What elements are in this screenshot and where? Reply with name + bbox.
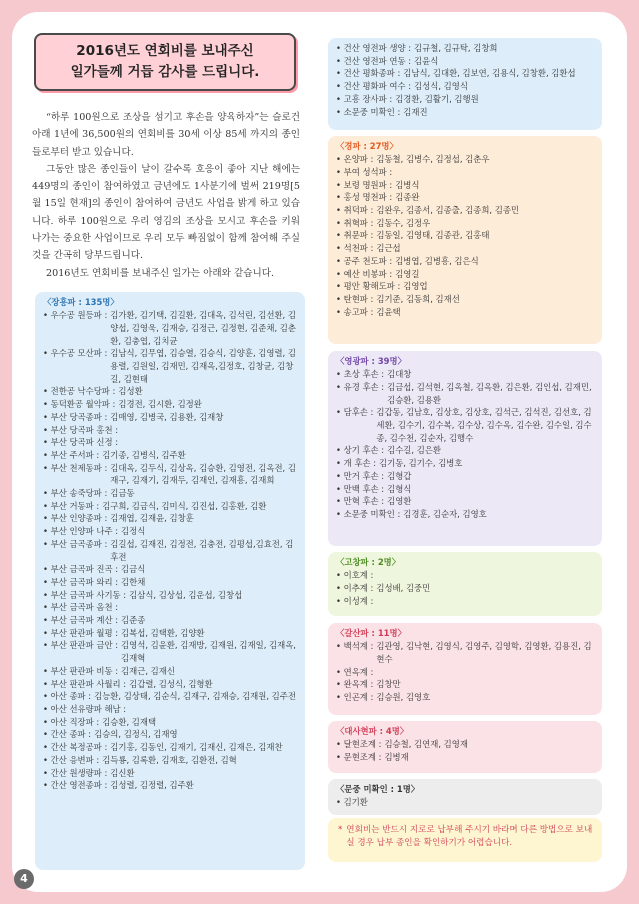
entry-label: • 연옥계 : [336, 666, 374, 677]
title-line-1: 2016년도 연회비를 보내주신 [76, 43, 254, 59]
entry-names [395, 166, 596, 179]
entry-names: 김영석, 김윤환, 김재방, 김재원, 김재일, 김재옥, 김재혁 [121, 640, 296, 664]
entry-label: • 온양파 : [336, 154, 374, 165]
entry-label: • 부산 천제동파 : [43, 462, 108, 473]
entry-names: 김종완 [395, 192, 420, 203]
list-item [336, 457, 596, 470]
entry-names: 김길섭, 김재진, 김정전, 김충전, 김평섭,김효전, 김후전 [110, 538, 294, 562]
entry-names: 김동일, 김영태, 김종관, 김홍태 [376, 230, 490, 241]
group-title: 〈갈산파 : 11명〉 [336, 628, 406, 638]
entry-names: 김경훈, 김순자, 김영호 [403, 508, 487, 519]
entry-label: • 부여 성석파 : [336, 166, 393, 177]
entry-label: • 석천파 : [336, 243, 374, 254]
list-item [336, 640, 596, 665]
entry-label: • 부산 금곡파 계산 : [43, 615, 119, 626]
entry-names: 김기준, 김동희, 김재선 [376, 293, 460, 304]
entry-label: • 부산 인양종파 : [43, 513, 108, 524]
note-box [328, 818, 602, 862]
list-item [43, 436, 299, 449]
list-item [43, 576, 299, 589]
entry-names [121, 424, 299, 437]
list-item [336, 268, 596, 281]
entry-names: 김규철, 김규탁, 김창희 [414, 43, 498, 53]
entry-names: 김매영, 김병국, 김용환, 김재창 [110, 411, 224, 422]
group-daesahyeon [328, 721, 602, 773]
group-galsan [328, 623, 602, 715]
entry-names: 김삼식, 김상섭, 김운섭, 김창섭 [129, 589, 243, 600]
entry-label: • 아산 직장파 : [43, 716, 100, 727]
entry-label: • 소문중 미확인 : [336, 106, 401, 117]
list-item [43, 449, 299, 462]
list-item [43, 741, 299, 754]
entry-label: • 보령 명원파 : [336, 179, 393, 190]
entry-label: • 부산 금곡파 옴천 : [43, 602, 119, 613]
entry-names: 김한채 [121, 576, 146, 587]
list-item [43, 678, 299, 691]
intro-paragraph: 그동안 많은 종인들이 날이 갈수록 호응이 좋아 지난 해에는 449명의 종인이 참여하였고 금년에도 1사분기에 벌써 219명[5월 15일 현재]의 종인이 참여하여 금년도 사업을 밝게 하고 있습니다. 하루 100원으로 우리 영김의 조상을 모시고 후손을 키워나가는 중요한 사업이므로 우리 모두 빠짐없이 함께 참여해 주실 것을 간곡히 당부드립니다. [32, 163, 300, 262]
entry-names: 김능환, 김상태, 김순식, 김재구, 김재승, 김재원, 김주전 [94, 691, 296, 702]
entry-names: 김재진 [403, 106, 428, 117]
group-jangheung-continued [328, 38, 602, 130]
list-item [336, 381, 596, 406]
list-item [43, 309, 299, 347]
entry-label: • 이호계 : [336, 570, 374, 581]
entry-names: 김성배, 김중민 [376, 582, 431, 593]
list-item [336, 204, 596, 217]
list-item [336, 80, 596, 93]
entry-label: • 취문파 : [336, 230, 374, 241]
entry-label: • 개 후손 : [336, 458, 377, 469]
entry-label: • 부산 당곡종파 : [43, 411, 108, 422]
entry-names: 김영업 [403, 281, 428, 292]
list-item [336, 595, 596, 608]
entry-names: 김복섭, 김택환, 김양환 [121, 627, 205, 638]
entry-label: • 김기환 [336, 797, 368, 808]
list-item [336, 242, 596, 255]
entry-names [376, 595, 596, 608]
entry-label: • 전한공 낙수당파 : [43, 386, 116, 397]
list-item [43, 767, 299, 780]
entry-label: • 소문중 미확인 : [336, 508, 401, 519]
list-item [336, 666, 596, 679]
entry-label: • 만백 후손 : [336, 483, 385, 494]
entry-names: 김동수, 김정우 [376, 217, 431, 228]
entry-label: • 공주 천도파 : [336, 255, 393, 266]
entry-label: • 부산 송죽당파 : [43, 488, 108, 499]
list-item [336, 293, 596, 306]
list-item [43, 538, 299, 563]
list-item [43, 716, 299, 729]
entry-label: • 간산 응변파 : [43, 754, 100, 765]
list-item [336, 444, 596, 457]
list-item [336, 470, 596, 483]
entry-names [371, 796, 596, 809]
entry-label: • 문현조계 : [336, 751, 382, 762]
list-item [336, 280, 596, 293]
entry-label: • 부산 금곡파 사기동 : [43, 589, 127, 600]
group-yeonggwang [328, 351, 602, 546]
entry-names: 김승원, 김영호 [376, 692, 431, 703]
list-item [43, 424, 299, 437]
entry-names: 김금섭, 김석현, 김옥철, 김옥환, 김은환, 김인섭, 김재민, 김승환, 김용환 [387, 381, 592, 405]
entry-names: 김기종, 김병식, 김주환 [102, 449, 186, 460]
entry-names: 김대옥, 김두식, 김상옥, 김승환, 김영전, 김옥전, 김재구, 김재기, 김재두, 김재인, 김재흥, 김재희 [110, 462, 296, 486]
entry-label: • 이성계 : [336, 595, 374, 606]
list-item [336, 751, 596, 764]
list-item [43, 690, 299, 703]
list-item [43, 589, 299, 602]
entry-names: 김수길, 김은환 [387, 445, 441, 456]
entry-names: 김병엽, 김병흥, 김은식 [395, 255, 479, 266]
entry-label: • 탄현파 : [336, 293, 374, 304]
entry-names: 김득룡, 김록환, 김재호, 김환전, 김혁 [102, 754, 237, 765]
group-gochang [328, 552, 602, 616]
list-item [43, 512, 299, 525]
entry-names [376, 569, 596, 582]
list-item [43, 779, 299, 792]
entry-names: 김병식 [395, 179, 420, 190]
group-unconfirmed [328, 779, 602, 815]
entry-label: • 부산 판관파 비동 : [43, 665, 119, 676]
list-item [336, 483, 596, 496]
entry-label: • 평안 황해도파 : [336, 281, 401, 292]
entry-names: 김병재 [384, 751, 409, 762]
list-item [43, 627, 299, 640]
entry-label: • 부산 당곡파 신정 : [43, 437, 119, 448]
entry-label: • 간산 영전종파 : [43, 780, 108, 791]
list-item [43, 614, 299, 627]
list-item [336, 217, 596, 230]
entry-names [129, 703, 299, 716]
list-item [43, 665, 299, 678]
list-item [336, 569, 596, 582]
entry-names: 김경환, 김활기, 김행원 [395, 93, 479, 104]
entry-label: • 홍성 명천파 : [336, 192, 393, 203]
entry-label: • 달현조계 : [336, 739, 382, 750]
title-line-2: 일가들께 거듭 감사를 드립니다. [70, 64, 260, 80]
entry-names: 김성식, 김영식 [414, 81, 468, 92]
entry-names: 김대창 [387, 369, 412, 380]
list-item [43, 563, 299, 576]
intro-paragraph: “하루 100원으로 조상을 섬기고 후손을 양육하자”는 슬로건 아래 1년에 36,500원의 연회비를 30세 이상 85세 까지의 종인들로부터 받고 있습니다. [32, 112, 300, 158]
entry-label: • 예산 비봉파 : [336, 268, 393, 279]
list-item [336, 796, 596, 809]
entry-names: 김갑렬, 김성식, 김형환 [129, 678, 213, 689]
list-item [336, 255, 596, 268]
entry-label: • 동덕환공 월악파 : [43, 399, 116, 410]
entry-names: 김성환 [118, 386, 143, 397]
list-item [43, 398, 299, 411]
group-jangheung [35, 292, 305, 870]
entry-names: 김남식, 김무엽, 김승열, 김승식, 김양훈, 김영렬, 김용렬, 김원일, 김재민, 김재옥,김정호, 김창균, 김창길, 김현태 [110, 348, 296, 384]
entry-label: • 취혁파 : [336, 217, 374, 228]
list-item [43, 411, 299, 424]
entry-label: • 건산 평화종파 : [336, 68, 401, 79]
entry-label: • 초상 후손 : [336, 369, 385, 380]
group-title: 〈대사현파 : 4명〉 [336, 726, 409, 736]
list-item [336, 495, 596, 508]
list-item [336, 691, 596, 704]
group-title: 〈문중 미확인 : 1명〉 [336, 784, 420, 794]
entry-label: • 건산 평화파 여수 : [336, 81, 412, 92]
entry-names: 김영길 [395, 268, 420, 279]
entry-label: • 부산 거동파 : [43, 500, 100, 511]
entry-names [121, 601, 299, 614]
list-item [336, 93, 596, 106]
list-item [336, 166, 596, 179]
entry-label: • 건산 영전파 생양 : [336, 43, 412, 53]
entry-names: 김창만 [376, 679, 401, 690]
list-item [43, 385, 299, 398]
entry-names: 김승의, 김정식, 김재영 [94, 729, 178, 740]
entry-names: 김근섭 [376, 243, 401, 254]
list-item [336, 406, 596, 444]
entry-label: • 간산 원생량파 : [43, 767, 108, 778]
entry-names: 김경전, 김시환, 김정완 [118, 399, 202, 410]
entry-names [121, 436, 299, 449]
page-number: 4 [14, 869, 34, 889]
group-title: 〈고창파 : 2명〉 [336, 557, 401, 567]
list-item [336, 368, 596, 381]
list-item [43, 728, 299, 741]
list-item [43, 462, 299, 487]
entry-names: 김기동, 김기수, 김병호 [379, 458, 463, 469]
list-item [336, 582, 596, 595]
entry-label: • 부산 당곡파 홍천 : [43, 424, 119, 435]
group-title: 〈경파 : 27명〉 [336, 141, 398, 151]
list-item [336, 42, 596, 55]
entry-names: 김승환, 김재택 [102, 716, 157, 727]
entry-label: • 간산 복정공파 : [43, 742, 108, 753]
list-item [336, 55, 596, 68]
entry-names: 김재엽, 김재윤, 김창훈 [110, 513, 194, 524]
title-banner [34, 33, 296, 91]
group-gyeong [328, 136, 602, 344]
entry-label: • 이추계 : [336, 582, 374, 593]
entry-names: 김갑동, 김남호, 김상호, 김상호, 김석근, 김석진, 김선호, 김세환, 김수기, 김수복, 김수상, 김수옥, 김수완, 김수일, 김수종, 김수천, 김순자, 김행수 [376, 407, 592, 443]
entry-label: • 부산 금곡파 와리 : [43, 576, 119, 587]
entry-names: 김정식 [121, 526, 146, 537]
list-item [336, 67, 596, 80]
entry-names: 김완우, 김종서, 김종출, 김종희, 김종민 [376, 205, 520, 216]
entry-names: 김준종 [121, 615, 146, 626]
list-item [336, 306, 596, 319]
entry-label: • 부산 금곡종파 : [43, 538, 108, 549]
entry-label: • 아산 선유량파 해남 : [43, 704, 127, 714]
list-item [336, 179, 596, 192]
entry-names: 김금식 [121, 564, 146, 575]
entry-names: 김재근, 김재신 [121, 665, 175, 676]
list-item [336, 191, 596, 204]
entry-label: • 인곤계 : [336, 692, 374, 703]
intro-text [32, 109, 300, 282]
entry-label: • 만혁 후손 : [336, 496, 385, 507]
note-body: 연회비는 반드시 지로로 납부해 주시기 바라며 다른 방법으로 보내실 경우 납부 종인을 확인하기가 어렵습니다. [346, 825, 593, 848]
list-item [43, 525, 299, 538]
entry-names: 김관영, 김낙현, 김영식, 김영주, 김영학, 김영환, 김용진, 김현수 [376, 641, 592, 664]
intro-paragraph: 2016년도 연회비를 보내주신 일가는 아래와 같습니다. [46, 267, 275, 279]
entry-label: • 부산 판관파 사월리 : [43, 678, 127, 689]
entry-label: • 부산 판관파 금안 : [43, 640, 119, 651]
list-item [43, 500, 299, 513]
entry-names: 김윤식 [414, 55, 439, 66]
entry-names: 김동철, 김병수, 김정섭, 김춘우 [376, 154, 490, 165]
entry-label: • 아산 종파 : [43, 691, 92, 702]
entry-label: • 고흥 장사파 : [336, 93, 393, 104]
list-item [43, 754, 299, 767]
entry-label: • 백석계 : [336, 641, 374, 652]
list-item [336, 106, 596, 119]
entry-label: • 건산 영전파 연동 : [336, 55, 412, 66]
group-title: 〈영광파 : 39명〉 [336, 356, 406, 366]
entry-label: • 부산 판관파 월평 : [43, 627, 119, 638]
entry-label: • 담후손 : [336, 407, 374, 418]
list-item [336, 738, 596, 751]
note-star: * [338, 825, 343, 835]
group-title: 〈장흥파 : 135명〉 [43, 297, 119, 307]
list-item [336, 153, 596, 166]
list-item [43, 487, 299, 500]
entry-label: • 부산 인양파 나주 : [43, 526, 119, 537]
entry-label: • 상기 후손 : [336, 445, 385, 456]
entry-names: 김남식, 김대환, 김보연, 김용식, 김창환, 김환섭 [403, 68, 576, 79]
entry-names: 김금동 [110, 488, 135, 499]
entry-names: 김가환, 김기택, 김길환, 김대옥, 김석린, 김선환, 김양섭, 김영욱, 김재승, 김정근, 김정현, 김준채, 김춘환, 김충엽, 김치균 [110, 310, 296, 346]
list-item [43, 639, 299, 664]
entry-label: • 유경 후손 : [336, 381, 385, 392]
list-item [336, 508, 596, 521]
entry-names: 김승철, 김연재, 김영재 [384, 739, 468, 750]
list-item [43, 601, 299, 614]
entry-names: 김성렬, 김정렬, 김주환 [110, 780, 194, 791]
entry-names: 김신환 [110, 767, 135, 778]
entry-label: • 취덕파 : [336, 205, 374, 216]
note-text [328, 818, 602, 850]
list-item [43, 703, 299, 716]
entry-names [376, 666, 596, 679]
entry-names: 김윤택 [376, 306, 401, 317]
entry-label: • 부산 주서파 : [43, 449, 100, 460]
entry-label: • 완옥계 : [336, 679, 374, 690]
entry-label: • 우수공 원등파 : [43, 310, 108, 321]
list-item [43, 347, 299, 385]
entry-names: 김형갑 [387, 470, 412, 481]
entry-label: • 만거 후손 : [336, 470, 385, 481]
list-item [336, 229, 596, 242]
entry-names: 김영환 [387, 496, 412, 507]
entry-label: • 간산 종파 : [43, 729, 92, 740]
list-item [336, 678, 596, 691]
entry-names: 김기홍, 김동인, 김재기, 김재신, 김재은, 김재찬 [110, 742, 283, 753]
entry-label: • 송고파 : [336, 306, 374, 317]
entry-names: 김형식 [387, 483, 412, 494]
entry-names: 김구희, 김금식, 김미식, 김진섭, 김홍환, 김환 [102, 500, 267, 511]
entry-label: • 우수공 모산파 : [43, 348, 108, 359]
entry-label: • 부산 금곡파 진곡 : [43, 564, 119, 575]
